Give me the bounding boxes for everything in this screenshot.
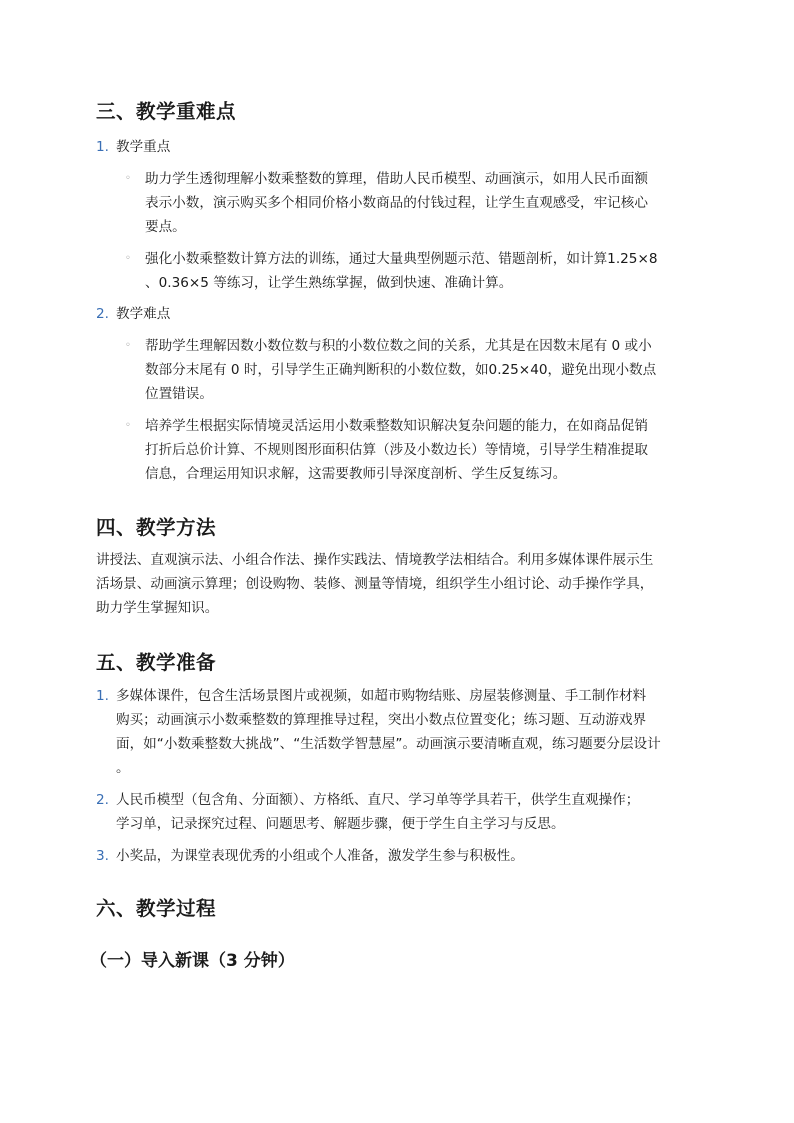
paragraph-line: 助力学生掌握知识。: [96, 600, 219, 616]
paragraph-line: 购买；动画演示小数乘整数的算理推导过程，突出小数点位置变化；练习题、互动游戏界: [116, 712, 647, 728]
section-heading-5: 五、教学准备: [96, 651, 217, 674]
paragraph-line: 面，如“小数乘整数大挑战”、“生活数学智慧屋”。动画演示要清晰直观，练习题要分层设计: [116, 736, 661, 752]
paragraph-line: 培养学生根据实际情境灵活运用小数乘整数知识解决复杂问题的能力，在如商品促销: [145, 418, 648, 434]
bullet-icon: ◦: [125, 420, 131, 431]
subsection-heading: （一）导入新课（3 分钟）: [90, 951, 295, 971]
paragraph-line: 位置错误。: [145, 386, 213, 402]
paragraph-line: 讲授法、直观演示法、小组合作法、操作实践法、情境教学法相结合。利用多媒体课件展示生: [96, 552, 654, 568]
paragraph-line: 表示小数，演示购买多个相同价格小数商品的付钱过程，让学生直观感受，牢记核心: [145, 195, 648, 211]
list-number: 2.: [96, 306, 109, 322]
paragraph-line: 。: [116, 760, 130, 776]
list-number: 1.: [96, 688, 109, 704]
list-number: 3.: [96, 848, 109, 864]
list-number: 2.: [96, 792, 109, 808]
paragraph-line: 数部分末尾有 0 时，引导学生正确判断积的小数位数，如0.25×40，避免出现小数点: [145, 362, 657, 378]
list-item-title: 教学难点: [116, 306, 171, 322]
paragraph-line: 学习单，记录探究过程、问题思考、解题步骤，便于学生自主学习与反思。: [116, 816, 565, 832]
paragraph-line: 活场景、动画演示算理；创设购物、装修、测量等情境，组织学生小组讨论、动手操作学具，: [96, 576, 654, 592]
paragraph-line: 多媒体课件，包含生活场景图片或视频，如超市购物结账、房屋装修测量、手工制作材料: [116, 688, 647, 704]
paragraph-line: 打折后总价计算、不规则图形面积估算（涉及小数边长）等情境，引导学生精准提取: [145, 442, 648, 458]
paragraph-line: 人民币模型（包含角、分面额）、方格纸、直尺、学习单等学具若干，供学生直观操作；: [116, 792, 640, 808]
paragraph-line: 帮助学生理解因数小数位数与积的小数位数之间的关系，尤其是在因数末尾有 0 或小: [145, 338, 652, 354]
section-heading-4: 四、教学方法: [96, 516, 217, 539]
bullet-icon: ◦: [125, 173, 131, 184]
paragraph-line: 强化小数乘整数计算方法的训练，通过大量典型例题示范、错题剖析，如计算1.25×8: [145, 251, 658, 267]
paragraph-line: 要点。: [145, 219, 186, 235]
bullet-icon: ◦: [125, 253, 131, 264]
paragraph-line: 信息，合理运用知识求解，这需要教师引导深度剖析、学生反复练习。: [145, 466, 567, 482]
list-number: 1.: [96, 139, 109, 155]
paragraph-line: 、0.36×5 等练习，让学生熟练掌握，做到快速、准确计算。: [145, 275, 513, 291]
section-heading-3: 三、教学重难点: [96, 100, 237, 123]
paragraph-line: 助力学生透彻理解小数乘整数的算理，借助人民币模型、动画演示，如用人民币面额: [145, 171, 648, 187]
bullet-icon: ◦: [125, 340, 131, 351]
paragraph-line: 小奖品，为课堂表现优秀的小组或个人准备，激发学生参与积极性。: [116, 848, 524, 864]
list-item-title: 教学重点: [116, 139, 171, 155]
section-heading-6: 六、教学过程: [96, 897, 217, 920]
